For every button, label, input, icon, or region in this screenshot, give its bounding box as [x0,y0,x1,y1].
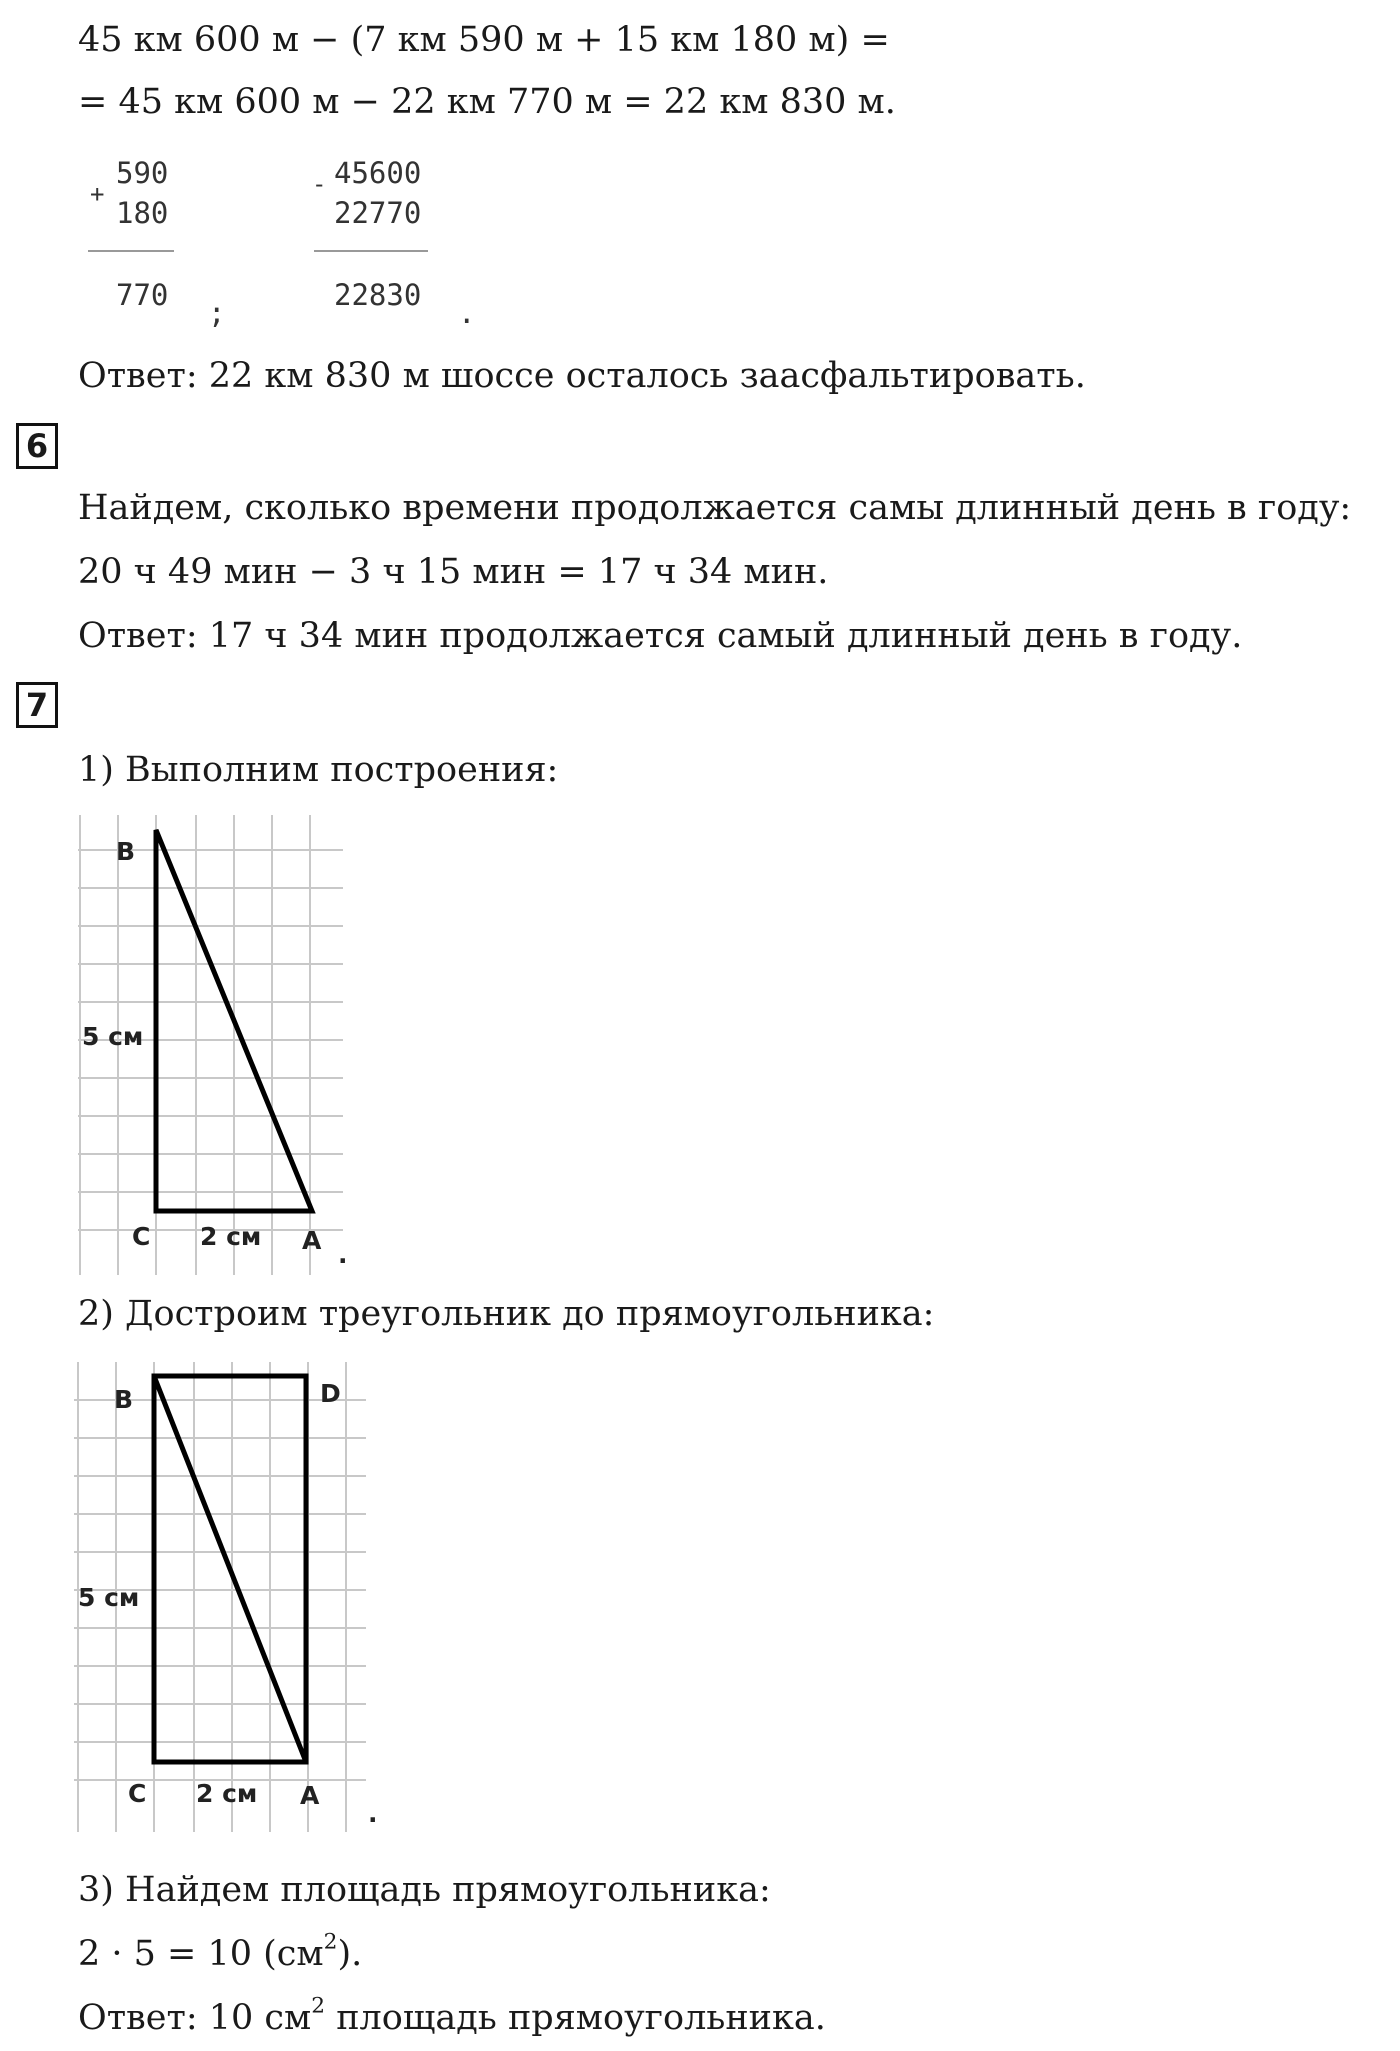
minus-sign: - [312,170,327,198]
answer-part-b: площадь прямоугольника. [325,1998,826,2038]
rectangle-figure [74,1362,394,1836]
addend-2: 180 [116,196,169,230]
subtraction-rule [314,250,428,252]
answer-exponent: 2 [311,1993,326,2019]
vertex-a-label: A [302,1226,322,1255]
addend-1: 590 [116,156,169,190]
vertex-b-label: B [116,837,136,866]
task-number-7: 7 [16,682,58,728]
semicolon: ; [208,296,226,330]
answer-part-a: Ответ: 10 см [78,1998,312,2038]
area-equation [78,1929,363,1976]
subtrahend: 22770 [334,196,422,230]
task7-answer [78,1993,826,2040]
horizontal-side-label: 2 см [200,1222,262,1251]
vertex-b-label: B [114,1385,134,1414]
task7-step3: 3) Найдем площадь прямоугольника: [78,1870,771,1910]
vertical-side-label: 5 см [78,1583,140,1612]
figure2-period: . [368,1799,378,1828]
equation-line-2: = 45 км 600 м − 22 км 770 м = 22 км 830 м. [78,82,896,122]
period: . [458,296,476,330]
task7-step2: 2) Достроим треугольник до прямоугольника: [78,1294,935,1334]
minuend: 45600 [334,156,422,190]
task-number-6: 6 [16,423,58,469]
answer-5: Ответ: 22 км 830 м шоссе осталось заасфальтировать. [78,356,1086,396]
horizontal-side-label: 2 см [196,1779,258,1808]
addition-rule [88,250,174,252]
vertex-c-label: C [128,1779,147,1808]
task6-answer: Ответ: 17 ч 34 мин продолжается самый длинный день в году. [78,616,1243,656]
figure1-period: . [338,1240,348,1269]
subtraction-result: 22830 [334,278,422,312]
addition-result: 770 [116,278,169,312]
task6-text: Найдем, сколько времени продолжается самы длинный день в году: [78,488,1352,528]
area-equation-exponent: 2 [323,1929,338,1955]
triangle-figure [78,815,378,1279]
area-equation-main: 2 · 5 = 10 (см [78,1934,324,1974]
vertex-d-label: D [320,1379,341,1408]
vertical-side-label: 5 см [82,1022,144,1051]
vertex-a-label: A [300,1781,320,1810]
plus-sign: + [90,180,105,208]
task6-equation: 20 ч 49 мин − 3 ч 15 мин = 17 ч 34 мин. [78,552,829,592]
equation-line-1: 45 км 600 м − (7 км 590 м + 15 км 180 м) = [78,20,890,60]
area-equation-end: ). [337,1934,363,1974]
vertex-c-label: C [132,1222,151,1251]
task7-step1: 1) Выполним построения: [78,750,559,790]
